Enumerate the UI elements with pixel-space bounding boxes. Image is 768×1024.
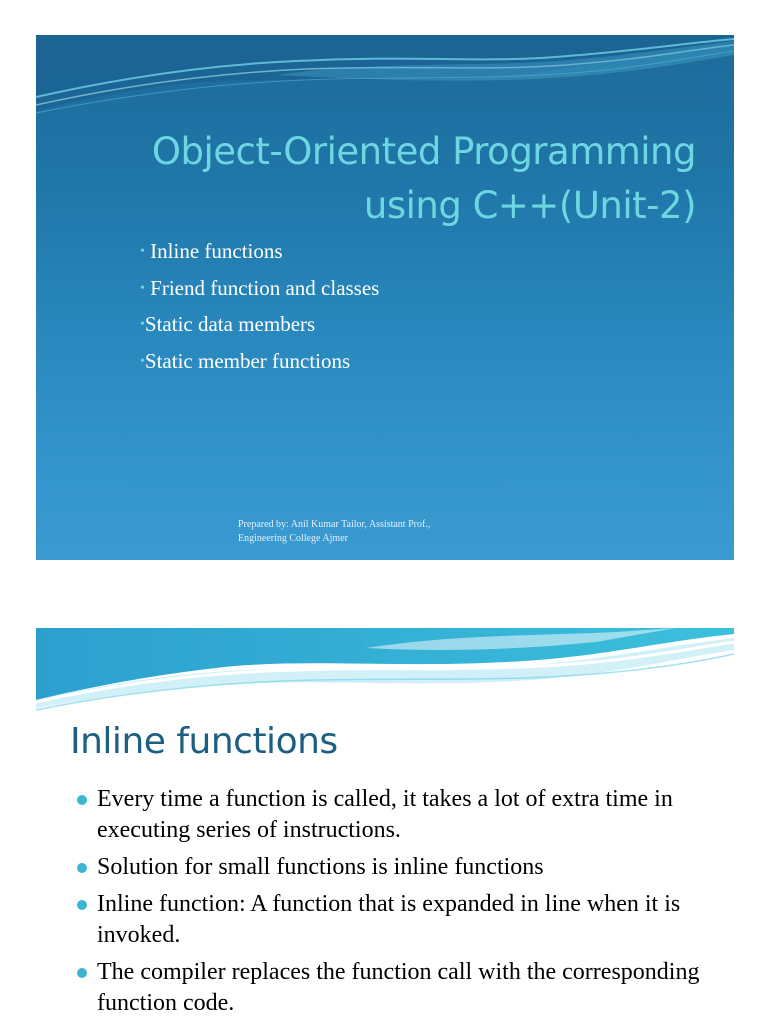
bullet-icon: •	[140, 280, 145, 296]
bullet-icon	[77, 795, 87, 805]
author-footer	[238, 518, 430, 546]
title-line-1: Object-Oriented Programming	[151, 130, 696, 173]
list-item-text: Every time a function is called, it takes a lot of extra time in executing series of instructions.	[97, 786, 673, 843]
list-item-text: Static member functions	[144, 348, 351, 373]
list-item-text: Inline function: A function that is expanded in line when it is invoked.	[97, 891, 681, 948]
list-item	[140, 343, 379, 380]
bullet-icon: •	[140, 353, 145, 369]
footer-line-1: Prepared by: Anil Kumar Tailor, Assistant Prof.,	[238, 519, 431, 530]
bullet-icon	[77, 863, 87, 873]
list-item-text: Static data members	[144, 312, 316, 336]
list-item	[140, 270, 379, 307]
title-line-2: using C++(Unit-2)	[363, 184, 696, 227]
bullet-icon: •	[140, 317, 145, 332]
bullet-icon	[77, 900, 87, 910]
list-item-text: The compiler replaces the function call with the corresponding function code.	[97, 959, 700, 1016]
list-item	[77, 957, 717, 1019]
list-item	[77, 784, 717, 846]
slide-1-title	[152, 125, 696, 233]
list-item	[140, 306, 379, 343]
list-item	[77, 852, 717, 883]
list-item	[77, 889, 717, 951]
slide-1	[36, 35, 734, 560]
bullet-icon	[77, 968, 87, 978]
bullet-icon: •	[140, 244, 145, 259]
slide-2	[36, 628, 734, 1024]
footer-line-2: Engineering College Ajmer	[238, 533, 348, 544]
slide-2-title: Inline functions	[70, 721, 338, 762]
topic-list	[140, 233, 379, 379]
list-item-text: Inline functions	[144, 239, 283, 263]
content-bullet-list	[77, 784, 717, 1024]
list-item-text: Friend function and classes	[144, 275, 380, 300]
list-item	[140, 233, 379, 270]
list-item-text: Solution for small functions is inline functions	[97, 854, 544, 880]
